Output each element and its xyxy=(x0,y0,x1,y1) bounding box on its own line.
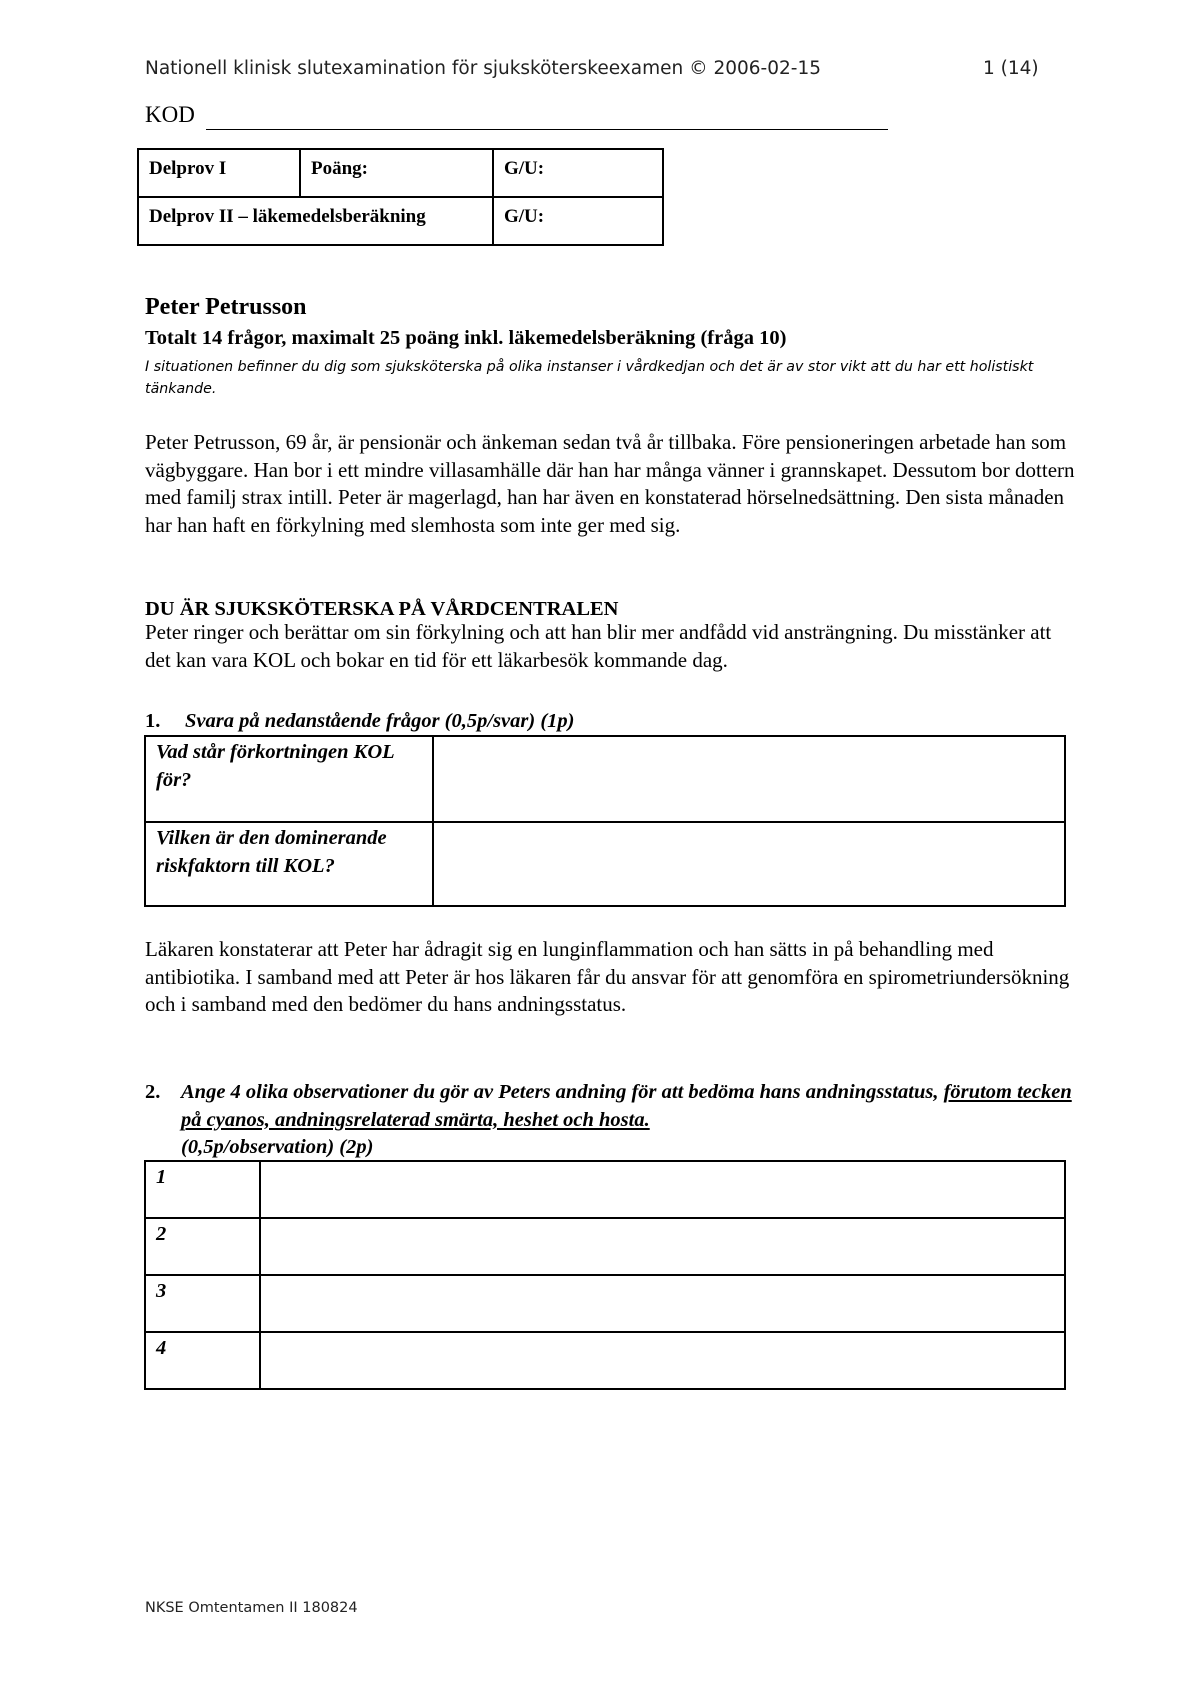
question-2-text-main: Ange 4 olika observationer du gör av Peters andning för att bedöma hans andningsstatus, xyxy=(181,1081,939,1103)
observation-number: 3 xyxy=(145,1275,260,1332)
grade-table xyxy=(137,148,664,246)
table-row xyxy=(145,822,1065,906)
grade-cell-delprov1: Delprov I xyxy=(138,149,300,197)
intro-paragraph: Peter Petrusson, 69 år, är pensionär och änkeman sedan två år tillbaka. Före pensioneringen arbetade han som vägbyggare. Han bor i ett mindre villasamhälle där han har många vänner i grannskapet. Dessutom bor dottern med familj strax intill. Peter är magerlagd, han har även en konstaterad hörselnedsättning. Den sista månaden har han haft en förkylning med slemhosta som inte ger med sig. xyxy=(145,430,1075,537)
page-footer: NKSE Omtentamen II 180824 xyxy=(145,1600,358,1616)
case-title: Peter Petrusson xyxy=(145,294,307,320)
table-row xyxy=(145,1275,1065,1332)
question-1-answer-field[interactable] xyxy=(433,736,1065,822)
question-1-table xyxy=(144,735,1066,907)
question-1-number: 1. xyxy=(145,710,161,732)
table-row xyxy=(145,736,1065,822)
question-1-answer-field[interactable] xyxy=(433,822,1065,906)
observation-answer-field[interactable] xyxy=(260,1275,1065,1332)
kod-answer-line[interactable] xyxy=(206,129,888,130)
observation-number: 2 xyxy=(145,1218,260,1275)
table-row xyxy=(145,1161,1065,1218)
page-header xyxy=(145,58,1045,79)
question-1-label xyxy=(145,710,575,733)
observation-number: 4 xyxy=(145,1332,260,1389)
page-number: 1 (14) xyxy=(983,58,1039,79)
grade-cell-gu2[interactable]: G/U: xyxy=(493,197,663,245)
header-title: Nationell klinisk slutexamination för sjuksköterskeexamen © 2006-02-15 xyxy=(145,58,821,79)
section-paragraph: Peter ringer och berättar om sin förkylning och att han blir mer andfådd vid ansträngning. Du misstänker att det kan vara KOL och bokar en tid för ett läkarbesök kommande dag. xyxy=(145,620,1052,672)
question-2-label xyxy=(145,1079,1075,1162)
question-2-points: (0,5p/observation) (2p) xyxy=(181,1136,374,1158)
case-note: I situationen befinner du dig som sjuksköterska på olika instanser i vårdkedjan och det är av stor vikt att du har ett holistiskt tänkande. xyxy=(145,359,1034,397)
section-heading: DU ÄR SJUKSKÖTERSKA PÅ VÅRDCENTRALEN xyxy=(145,598,619,620)
observation-answer-field[interactable] xyxy=(260,1218,1065,1275)
question-1-prompt: Vilken är den dominerande riskfaktorn till KOL? xyxy=(145,822,433,906)
question-2-text xyxy=(181,1079,1075,1162)
question-2-number: 2. xyxy=(145,1081,161,1103)
question-1-prompt: Vad står förkortningen KOL för? xyxy=(145,736,433,822)
observation-answer-field[interactable] xyxy=(260,1332,1065,1389)
question-2-text-underlined: förutom tecken på cyanos, andningsrelaterad smärta, heshet och hosta. xyxy=(181,1081,1072,1131)
grade-cell-poang[interactable]: Poäng: xyxy=(300,149,493,197)
kod-label: KOD xyxy=(145,102,195,127)
observation-number: 1 xyxy=(145,1161,260,1218)
question-1-text: Svara på nedanstående frågor (0,5p/svar) (1p) xyxy=(185,710,575,732)
table-row xyxy=(145,1218,1065,1275)
observation-answer-field[interactable] xyxy=(260,1161,1065,1218)
question-2-table xyxy=(144,1160,1066,1390)
grade-cell-gu1[interactable]: G/U: xyxy=(493,149,663,197)
case-subtitle: Totalt 14 frågor, maximalt 25 poäng inkl. läkemedelsberäkning (fråga 10) xyxy=(145,327,787,349)
table-row xyxy=(145,1332,1065,1389)
grade-cell-delprov2: Delprov II – läkemedelsberäkning xyxy=(138,197,493,245)
doctor-paragraph: Läkaren konstaterar att Peter har ådragit sig en lunginflammation och han sätts in på behandling med antibiotika. I samband med att Peter är hos läkaren får du ansvar för att genomföra en spirometriundersökning och i samband med den bedömer du hans andningsstatus. xyxy=(145,937,1070,1016)
